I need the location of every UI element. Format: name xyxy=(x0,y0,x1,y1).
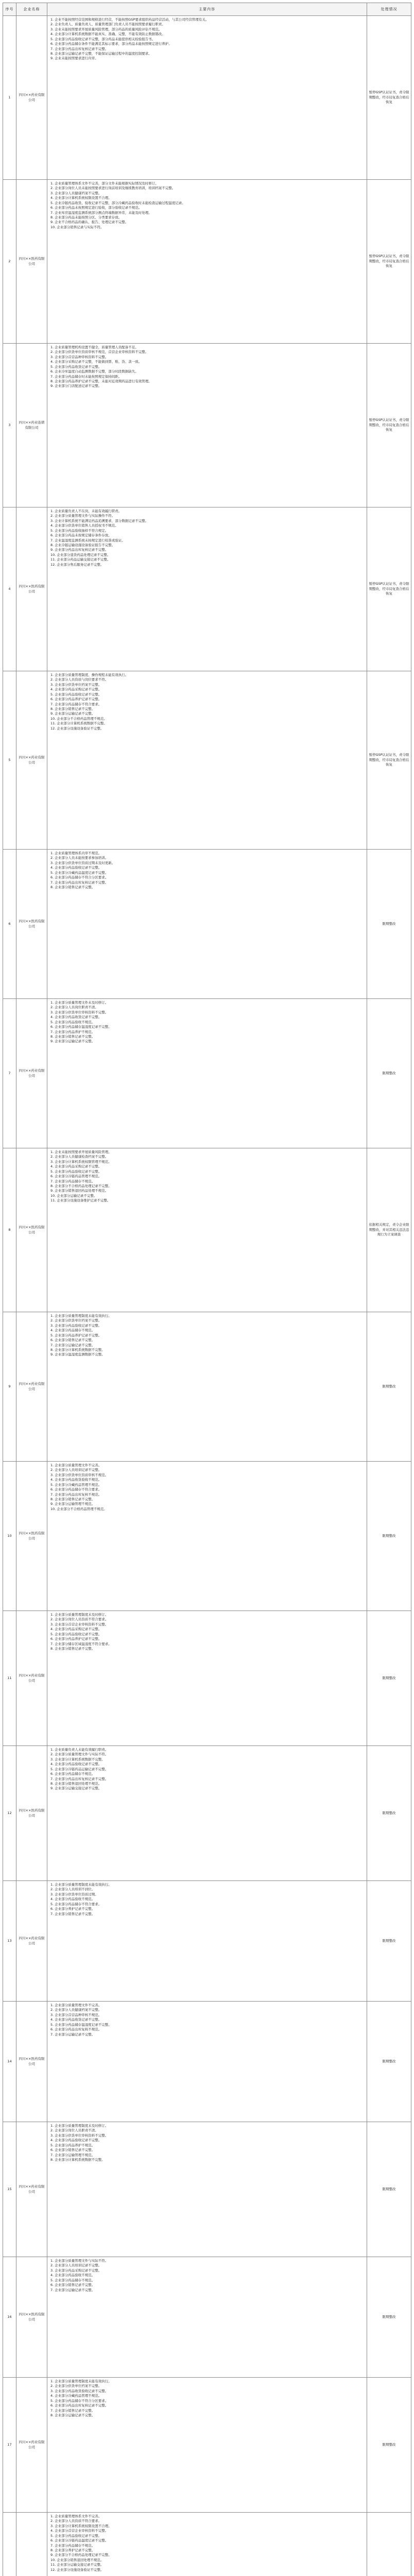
handling-measure: 依据相关规定，责令企业限期整改，并对其相关违法违规行为立案调查 xyxy=(367,1148,411,1312)
enterprise-name: 四川××医药有限公司 xyxy=(16,507,47,671)
issue-line: 1. 企业质量管理体系内审不规范。 xyxy=(50,851,102,855)
issue-line: 5. 企业部分药品养护记录不完整。 xyxy=(50,1333,102,1337)
issue-line: 9. 企业部分运输记录不完整。 xyxy=(50,711,95,716)
issue-line: 1. 企业部分质量管理文件不完善。 xyxy=(50,2003,102,2007)
row-number: 12 xyxy=(3,1746,16,1881)
issue-line: 7. 企业部分药品出库复核不规范。 xyxy=(50,1492,102,1497)
enterprise-name: 四川××医药有限公司 xyxy=(16,2257,47,2378)
issue-line: 2. 企业部分供货单位档案不完整。 xyxy=(50,2384,102,2388)
issue-line: 2. 企业部分人员未能按要求参加培训。 xyxy=(50,856,109,860)
handling-measure: 限期整改 xyxy=(367,850,411,999)
issue-line: 2. 企业部分人员资质与岗位要求不符。 xyxy=(50,677,109,682)
table-row xyxy=(3,1462,411,1611)
issue-line: 7. 企业部分运输记录不完整。 xyxy=(50,1343,95,1347)
issue-line: 3. 企业未能按照要求开展质量风险管理，部分药品的质量风险评估不规范。 xyxy=(50,27,162,31)
issue-line: 1. 企业质量管理体系文件不完善，部分文件未能根据实际情况及时修订。 xyxy=(50,181,159,185)
issue-line: 7. 企业库房温湿度监测系统部分测点终端数据异常，未能及时处理。 xyxy=(50,210,152,215)
issue-line: 10. 企业部分不合格药品管理不规范。 xyxy=(50,716,107,721)
issue-line: 3. 企业部分首营品种审核不规范。 xyxy=(50,2012,102,2017)
issue-content xyxy=(47,507,367,671)
issue-line: 2. 企业部分人员岗位职责不清。 xyxy=(50,1005,98,1010)
issue-line: 1. 企业部分质量管理制度未能有效执行。 xyxy=(50,1314,112,1318)
issue-line: 2. 企业部分人员健康检查档案不完整。 xyxy=(50,1155,109,1159)
issue-line: 4. 企业部分采购记录不完整，不能做到票、账、货、款一致。 xyxy=(50,360,142,364)
row-number: 1 xyxy=(3,16,16,180)
enterprise-name: 四川××药业有限公司 xyxy=(16,2122,47,2257)
issue-line: 1. 企业部分质量管理制度未能有效执行。 xyxy=(50,1883,112,1887)
handling-measure: 暂停GSP认证证书，责令限期整改，经市局复查合格后恢复 xyxy=(367,16,411,180)
issue-line: 4. 企业部分药品采购记录不完整。 xyxy=(50,687,102,692)
issue-line: 2. 企业部分供货单位资质审核不规范，首营企业审核资料不完整。 xyxy=(50,350,149,354)
issue-content xyxy=(47,1462,367,1611)
issue-line: 1. 企业质量管理体系文件不完善。 xyxy=(50,2514,102,2518)
issue-line: 6. 企业部分药品养护记录不完整。 xyxy=(50,697,102,702)
row-number: 2 xyxy=(3,180,16,344)
issue-line: 6. 企业部分药品储存不规范。 xyxy=(50,1772,95,1776)
row-number: 17 xyxy=(3,2378,16,2513)
issue-line: 5. 企业部分冷藏药品管理不规范。 xyxy=(50,1482,102,1487)
table-row xyxy=(3,2002,411,2122)
issue-line: 7. 企业部分销售记录不完整。 xyxy=(50,1911,95,1916)
issue-line: 7. 企业部分运输记录不完整。 xyxy=(50,2287,95,2292)
issue-line: 5. 企业部分冷藏药品温度记录不完整。 xyxy=(50,870,109,875)
issue-line: 3. 企业部分药品收货验收记录不完整。 xyxy=(50,2388,109,2393)
handling-measure: 限期整改 xyxy=(367,1611,411,1746)
handling-measure: 限期整改 xyxy=(367,2378,411,2513)
issue-line: 9. 企业部分运输管理不规范。 xyxy=(50,1502,95,1506)
issue-line: 9. 企业未能按照要求进行内审。 xyxy=(50,56,98,61)
issue-line: 8. 企业部分销售记录不完整。 xyxy=(50,1497,95,1501)
enterprise-name: 四川××药业有限公司 xyxy=(16,1312,47,1462)
table-row xyxy=(3,344,411,507)
enterprise-name: 四川××药业有限公司 xyxy=(16,2378,47,2513)
issue-line: 3. 企业部分人员健康档案不完整。 xyxy=(50,191,102,195)
issue-line: 4. 企业部分药品储存不规范。 xyxy=(50,1328,95,1333)
table-row xyxy=(3,507,411,671)
issue-line: 8. 企业部分计算机系统数据不完整。 xyxy=(50,2157,105,2162)
handling-measure: 暂停GSP认证证书，责令限期整改，经市局复查合格后恢复 xyxy=(367,507,411,671)
table-header-row xyxy=(3,3,411,16)
issue-line: 6. 企业部分药品储存温湿度记录不完整。 xyxy=(50,1025,112,1029)
issue-line: 3. 企业部分药品采购记录不完整。 xyxy=(50,2268,102,2273)
issue-line: 8. 企业部分不合格药品处理记录不完整。 xyxy=(50,1183,112,1188)
issue-line: 5. 企业部分药品收货记录不完整。 xyxy=(50,364,102,369)
issue-line: 10. 企业部分不合格药品管理不规范。 xyxy=(50,1506,107,1511)
issue-line: 5. 企业部分药品验收记录不完整。 xyxy=(50,1169,102,1174)
issue-line: 3. 企业计算机系统不能满足药品追溯要求，部分数据记录不完整。 xyxy=(50,518,149,523)
table-row xyxy=(3,1611,411,1746)
enterprise-name: 四川××医药有限公司 xyxy=(16,1462,47,1611)
issue-line: 7. 企业部分药品储存不规范。 xyxy=(50,2543,95,2548)
issue-line: 4. 企业部分首营企业审核资料不完整。 xyxy=(50,2529,109,2533)
handling-measure xyxy=(367,2513,411,2576)
issue-line: 4. 企业部分药品采购记录不完整。 xyxy=(50,1627,102,1632)
issue-content xyxy=(47,180,367,344)
issue-line: 1. 企业质量负责人未能有效履行职责。 xyxy=(50,1748,109,1752)
row-number: 5 xyxy=(3,671,16,850)
enterprise-name: 四川××药业有限公司 xyxy=(16,1611,47,1746)
issue-line: 2. 企业部分人员培训不到位。 xyxy=(50,1887,95,1892)
issue-content xyxy=(47,2378,367,2513)
issue-line: 1. 企业部分质量管理制度未及时修订。 xyxy=(50,2124,109,2128)
issue-line: 4. 企业部分药品采购记录不完整。 xyxy=(50,1164,102,1169)
issue-line: 10. 企业部分运输记录不完整。 xyxy=(50,1193,97,1198)
issue-line: 7. 企业部分药品出库复核记录不完整。 xyxy=(50,1776,109,1781)
table-row xyxy=(3,16,411,180)
issue-line: 4. 企业部分供货单位销售人员授权书不规范。 xyxy=(50,523,118,528)
issue-content xyxy=(47,2257,367,2378)
issue-line: 1. 企业质量负责人不在岗，未能有效履行职责。 xyxy=(50,509,122,513)
handling-measure: 限期整改 xyxy=(367,1462,411,1611)
issue-line: 5. 企业部分药品养护不规范。 xyxy=(50,2143,95,2147)
issue-content xyxy=(47,1312,367,1462)
issue-line: 6. 企业部分药品养护记录不完整。 xyxy=(50,1637,102,1641)
handling-measure: 限期整改 xyxy=(367,2002,411,2122)
issue-line: 3. 企业部分供货单位资质审核不规范。 xyxy=(50,1472,109,1477)
issue-line: 6. 企业部分药品储存不符合分区要求。 xyxy=(50,875,109,880)
issue-line: 8. 企业部分养护记录不完整。 xyxy=(50,2548,95,2552)
issue-line: 1. 企业不能按照经营范围和规格进行经营，不能按照GSP要求组织药品经营活动，与其公司经营管理有关。 xyxy=(50,18,209,22)
handling-measure: 暂停GSP认证证书，责令限期整改，经市局复查合格后恢复 xyxy=(367,180,411,344)
row-number: 8 xyxy=(3,1148,16,1312)
table-row xyxy=(3,180,411,344)
issue-content xyxy=(47,2513,367,2576)
handling-measure: 限期整改 xyxy=(367,2122,411,2257)
table-body xyxy=(3,16,411,2576)
issue-line: 6. 企业部分销售记录不完整。 xyxy=(50,2283,95,2287)
issue-line: 11. 企业部分药品运输交接记录不完整。 xyxy=(50,557,111,562)
issue-line: 7. 企业部分运输记录不完整。 xyxy=(50,2032,95,2037)
issue-line: 7. 企业部分药品出库复核记录不完整。 xyxy=(50,46,109,51)
issue-line: 8. 企业部分销售记录不完整。 xyxy=(50,1034,95,1039)
issue-line: 5. 企业部分药品验收记录不完整。 xyxy=(50,1632,102,1636)
issue-line: 6. 企业部分养护记录不完整。 xyxy=(50,1907,95,1911)
issue-line: 2. 企业部分人员健康档案不完整。 xyxy=(50,2008,102,2012)
issue-line: 4. 企业部分计算机系统数据不能真实、准确、完整，不能有效防止数据篡改。 xyxy=(50,32,165,37)
row-number: 7 xyxy=(3,999,16,1148)
issue-line: 1. 企业质量管理机构设置不健全，质量管理人员配备不足。 xyxy=(50,345,139,349)
issue-line: 5. 企业部分药品储存不符合要求。 xyxy=(50,1902,102,1906)
issue-line: 2. 企业部分供货单位档案不完整。 xyxy=(50,1318,102,1323)
issue-line: 7. 企业部分药品出库复核记录不完整。 xyxy=(50,880,109,885)
table-row xyxy=(3,2122,411,2257)
issue-content xyxy=(47,1148,367,1312)
issue-line: 9. 企业部分销售退回药品处理不规范。 xyxy=(50,1189,109,1193)
issue-line: 5. 企业部分药品验收不规范。 xyxy=(50,1020,95,1024)
issue-line: 3. 企业部分供货单位资质过期。 xyxy=(50,1892,98,1896)
issue-line: 7. 企业部分储存区域温湿度不符合要求。 xyxy=(50,1641,112,1646)
issue-line: 2. 企业部分人员培训记录不完整。 xyxy=(50,1468,102,1472)
issue-line: 9. 企业部分不合格药品处理记录不完整。 xyxy=(50,2553,112,2557)
issue-content xyxy=(47,344,367,507)
table-row xyxy=(3,999,411,1148)
issue-line: 11. 企业部分设施设备维护记录不完整。 xyxy=(50,1198,111,1203)
table-row xyxy=(3,1746,411,1881)
issue-line: 4. 企业部分计算机系统权限设置不合理。 xyxy=(50,196,112,200)
issue-content xyxy=(47,999,367,1148)
issue-line: 5. 企业部分药品验收记录不完整，部分药品未能提供相关检验报告书。 xyxy=(50,37,156,41)
issue-line: 3. 企业部分供货单位档案不完整。 xyxy=(50,682,102,687)
handling-measure: 限期整改 xyxy=(367,1881,411,2002)
issue-line: 3. 企业部分供货单位审核资料不完整。 xyxy=(50,1010,109,1014)
enterprise-name: 四川××药业有限公司 xyxy=(16,1881,47,2002)
issue-line: 5. 企业部分药品验收记录不完整。 xyxy=(50,2533,102,2538)
issue-line: 4. 企业部分药品验收记录不完整。 xyxy=(50,2138,102,2143)
issue-line: 2. 企业部分岗位人员未能按照要求进行岗前培训及继续教育培训，培训档案不完整。 xyxy=(50,186,176,191)
issue-line: 9. 企业部分运输记录不完整。 xyxy=(50,1039,95,1044)
issue-line: 10. 企业部分退货药品处理记录不完整。 xyxy=(50,552,111,557)
issue-content xyxy=(47,1881,367,2002)
issue-line: 4. 企业部分药品验收不规范。 xyxy=(50,2273,95,2278)
issue-content xyxy=(47,2122,367,2257)
table-row xyxy=(3,1312,411,1462)
issue-line: 8. 企业部分运输记录不完整，不能保证运输过程中的温度控制要求。 xyxy=(50,51,152,56)
row-number: 10 xyxy=(3,1462,16,1611)
inspection-sheet xyxy=(3,3,411,2576)
issue-line: 3. 企业部分计算机系统权限管理不规范。 xyxy=(50,1159,112,1164)
issue-line: 4. 企业部分药品收货记录不完整。 xyxy=(50,2018,102,2022)
issue-line: 5. 企业部分冷链药品运输记录不完整。 xyxy=(50,1767,109,1771)
enterprise-name: 四川××药业有限公司 xyxy=(16,16,47,180)
issue-line: 10. 企业部分销售记录与实际不符。 xyxy=(50,225,104,229)
header-content: 主要内容 xyxy=(47,3,367,16)
row-number: 4 xyxy=(3,507,16,671)
issue-line: 8. 企业部分销售记录不完整。 xyxy=(50,1646,95,1651)
handling-measure: 限期整改 xyxy=(367,2257,411,2378)
issue-line: 9. 企业不合格药品的确认、报告、处理记录不完整。 xyxy=(50,220,129,225)
issue-line: 1. 企业部分质量管理制度未能有效执行。 xyxy=(50,2379,112,2383)
issue-line: 7. 企业部分药品储存不规范。 xyxy=(50,1179,95,1183)
issue-line: 6. 企业部分药品出库复核不规范。 xyxy=(50,2027,102,2032)
issue-line: 5. 企业部分药品储存不规范。 xyxy=(50,2278,95,2282)
issue-line: 8. 企业部分销售记录不完整。 xyxy=(50,885,95,889)
issue-line: 6. 企业部分销售记录不完整。 xyxy=(50,1338,95,1343)
issue-line: 8. 企业部分销售退回处理不规范。 xyxy=(50,1781,102,1786)
enterprise-name: 四川××医药有限公司 xyxy=(16,1746,47,1881)
issue-line: 3. 企业部分首营品种审核资料不完整。 xyxy=(50,354,109,359)
issue-line: 3. 企业部分药品验收记录不完整。 xyxy=(50,1323,102,1328)
issue-line: 5. 企业冷链药品收货、验收记录不完整，部分冷藏药品验收时未能检查运输过程温度记录。 xyxy=(50,200,185,205)
issue-line: 12. 企业部分设施设备验证不完整。 xyxy=(50,2567,104,2572)
issue-line: 9. 企业部分温湿度监测数据不完整。 xyxy=(50,1352,105,1357)
issue-line: 2. 企业部分岗位人员职责不清。 xyxy=(50,2128,98,2133)
enterprise-name: 四川××医药有限公司 xyxy=(16,180,47,344)
enterprise-name: 四川××药业连锁有限公司 xyxy=(16,344,47,507)
issue-line: 4. 企业部分药品收货记录不完整。 xyxy=(50,1015,102,1020)
issue-line: 6. 企业冷库温度自动监测数据不完整，部分时段数据缺失。 xyxy=(50,369,139,374)
row-number xyxy=(3,2513,16,2576)
issue-line: 4. 企业部分冷藏药品管理不规范。 xyxy=(50,2394,102,2398)
issue-line: 1. 企业部分质量管理文件未及时修订。 xyxy=(50,1001,109,1005)
issue-line: 1. 企业部分质量管理制度未及时修订。 xyxy=(50,1613,109,1617)
issue-line: 6. 企业部分冷链药品温度记录不完整。 xyxy=(50,2538,109,2543)
enterprise-name: 四川××医药有限公司 xyxy=(16,1148,47,1312)
issue-line: 8. 企业部分运输记录不完整。 xyxy=(50,2413,95,2417)
issue-line: 5. 企业部分药品验收抽样不符合规定。 xyxy=(50,528,109,533)
issue-line: 7. 企业部分药品储存时未能按照规定保持间距。 xyxy=(50,374,122,379)
issue-line: 2. 企业部分质量管理文件与实际不符。 xyxy=(50,1752,109,1757)
issue-line: 4. 企业部分药品验收记录不完整。 xyxy=(50,866,102,870)
inspection-table xyxy=(3,3,411,2576)
handling-measure: 暂停GSP认证证书，责令限期整改，经市局复查合格后恢复 xyxy=(367,671,411,850)
enterprise-name: 四川××药业有限公司 xyxy=(16,671,47,850)
issue-line: 5. 企业部分药品储存温湿度记录不完整。 xyxy=(50,2022,112,2027)
issue-line: 3. 企业部分首营企业审核资料不完整。 xyxy=(50,1622,109,1626)
issue-content xyxy=(47,671,367,850)
table-row xyxy=(3,2378,411,2513)
enterprise-name xyxy=(16,2513,47,2576)
issue-line: 4. 企业部分药品收货验收不规范。 xyxy=(50,1478,102,1482)
row-number: 16 xyxy=(3,2257,16,2378)
enterprise-name: 四川××药业有限公司 xyxy=(16,999,47,1148)
issue-content xyxy=(47,1746,367,1881)
handling-measure: 限期整改 xyxy=(367,1312,411,1462)
table-row xyxy=(3,1881,411,2002)
table-row xyxy=(3,850,411,999)
issue-line: 4. 企业部分药品验收不规范。 xyxy=(50,1897,95,1902)
issue-line: 8. 企业冷链运输设施设备验证报告不完整。 xyxy=(50,543,115,547)
issue-line: 2. 企业部分岗位人员资质不符合要求。 xyxy=(50,1617,109,1622)
row-number: 3 xyxy=(3,344,16,507)
row-number: 14 xyxy=(3,2002,16,2122)
row-number: 15 xyxy=(3,2122,16,2257)
issue-line: 3. 企业部分计算机系统权限设置不合理。 xyxy=(50,2523,112,2528)
issue-line: 5. 企业部分药品验收记录不完整。 xyxy=(50,692,102,697)
header-no: 序号 xyxy=(3,3,16,16)
issue-line: 7. 企业部分销售记录不完整。 xyxy=(50,2408,95,2413)
issue-line: 3. 企业部分计算机系统数据不完整。 xyxy=(50,1757,105,1761)
issue-line: 10. 企业部分销售退回处理不规范。 xyxy=(50,2557,104,2562)
issue-content xyxy=(47,16,367,180)
row-number: 13 xyxy=(3,1881,16,2002)
issue-line: 2. 企业负责人、质量负责人、质量管理部门负责人员不能按照要求履行职责。 xyxy=(50,22,165,27)
issue-content xyxy=(47,850,367,999)
issue-line: 3. 企业部分供货单位审核资料不完整。 xyxy=(50,2133,109,2138)
issue-line: 6. 企业部分药品未按规定储存条件存放。 xyxy=(50,533,112,538)
issue-line: 9. 企业部分运输交接记录不完整。 xyxy=(50,1786,102,1791)
issue-line: 8. 企业部分药品未能按照分区、分类要求存放。 xyxy=(50,215,122,219)
issue-line: 12. 企业部分设施设备验证不完整。 xyxy=(50,726,104,731)
table-row xyxy=(3,1148,411,1312)
issue-line: 7. 企业温湿度监测系统未按规定进行校准或验证。 xyxy=(50,538,125,543)
issue-line: 12. 企业部分售后服务记录不完整。 xyxy=(50,562,104,567)
issue-line: 3. 企业部分供货单位资质过期未及时更新。 xyxy=(50,860,115,865)
enterprise-name: 四川××医药有限公司 xyxy=(16,2002,47,2122)
issue-line: 2. 企业部分质量管理文件与实际操作不符。 xyxy=(50,514,115,518)
issue-line: 9. 企业部分药品出库复核记录不完整。 xyxy=(50,548,109,552)
issue-line: 4. 企业部分药品验收记录不完整。 xyxy=(50,1762,102,1767)
issue-line: 6. 企业部分药品未按照规定进行验收，部分验收记录不规范。 xyxy=(50,206,142,210)
issue-line: 5. 企业部分药品储存不符合分区要求。 xyxy=(50,2398,109,2403)
issue-line: 8. 企业部分计算机系统数据不完整。 xyxy=(50,1347,105,1352)
issue-line: 7. 企业部分药品储存不符合要求。 xyxy=(50,702,102,706)
issue-line: 8. 企业部分药品养护记录不完整，未能对近效期药品进行有效管理。 xyxy=(50,379,152,383)
issue-line: 9. 企业部分门店配送记录不完整。 xyxy=(50,384,102,388)
issue-line: 6. 企业部分药品出库复核记录不完整。 xyxy=(50,2403,109,2408)
header-unit: 企业名称 xyxy=(16,3,47,16)
enterprise-name: 四川××医药有限公司 xyxy=(16,850,47,999)
table-row xyxy=(3,2257,411,2378)
issue-line: 2. 企业部分人员资质不符合要求。 xyxy=(50,2519,102,2523)
issue-line: 1. 企业部分质量管理文件与实际不符。 xyxy=(50,2259,109,2263)
handling-measure: 限期整改 xyxy=(367,1746,411,1881)
handling-measure: 暂停GSP认证证书，责令限期整改，经市局复查合格后恢复 xyxy=(367,344,411,507)
issue-line: 7. 企业部分运输管理不规范。 xyxy=(50,2153,95,2157)
issue-line: 7. 企业部分药品养护不规范。 xyxy=(50,1029,95,1034)
issue-line: 11. 企业部分运输交接记录不完整。 xyxy=(50,2563,104,2567)
issue-line: 6. 企业部分冷链药品管理不规范。 xyxy=(50,1174,102,1179)
header-measure: 处理情况 xyxy=(367,3,411,16)
handling-measure: 限期整改 xyxy=(367,999,411,1148)
issue-line: 6. 企业部分药品储存不符合要求。 xyxy=(50,1487,102,1492)
issue-line: 2. 企业部分人员培训记录不完整。 xyxy=(50,2263,102,2268)
issue-line: 8. 企业部分销售记录不完整。 xyxy=(50,706,95,711)
table-row xyxy=(3,2513,411,2576)
issue-content xyxy=(47,2002,367,2122)
issue-line: 1. 企业部分质量管理制度、操作规程未能有效执行。 xyxy=(50,673,129,677)
issue-line: 1. 企业未能按照要求开展质量风险管理。 xyxy=(50,1150,112,1154)
issue-line: 1. 企业部分质量管理文件不完善。 xyxy=(50,1463,102,1467)
table-row xyxy=(3,671,411,850)
issue-line: 11. 企业部分计算机系统数据不完整。 xyxy=(50,721,107,726)
row-number: 11 xyxy=(3,1611,16,1746)
row-number: 6 xyxy=(3,850,16,999)
row-number: 9 xyxy=(3,1312,16,1462)
issue-content xyxy=(47,1611,367,1746)
issue-line: 6. 企业部分销售记录不完整。 xyxy=(50,2148,95,2153)
issue-line: 6. 企业部分药品储存条件不能满足其标示要求，部分药品未能按照规定进行养护。 xyxy=(50,42,172,46)
